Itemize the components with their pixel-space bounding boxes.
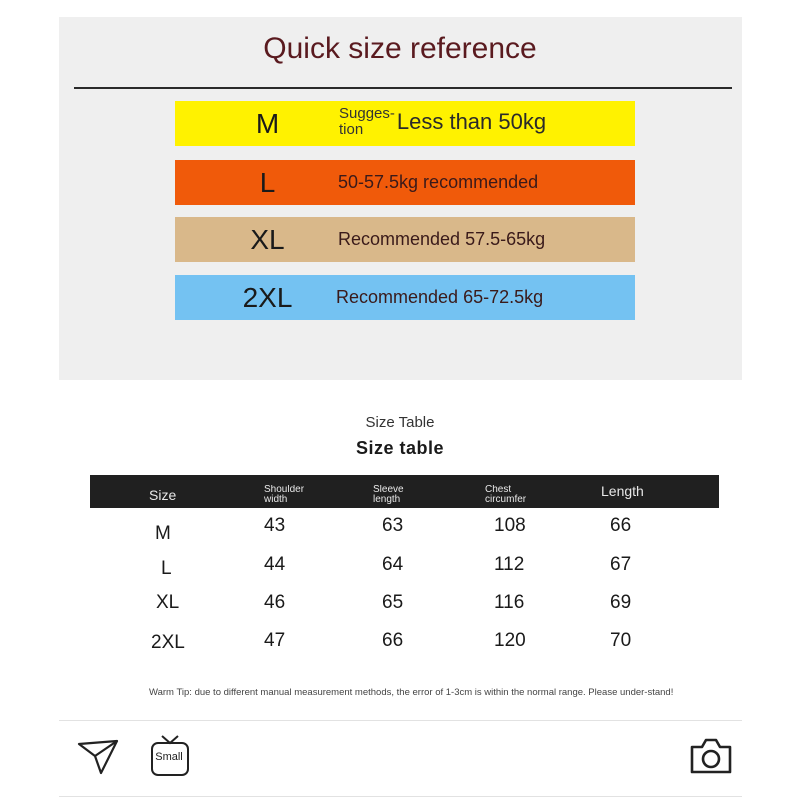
tv-label: Small: [155, 751, 183, 763]
header-size: Size: [149, 487, 177, 503]
cell-shoulder: 43: [264, 515, 286, 536]
band-m: [175, 101, 635, 146]
size-table-caption: Size Table: [365, 414, 435, 431]
band-text-wrap: [339, 101, 546, 146]
cell-sleeve: 63: [382, 515, 404, 536]
warm-tip: Warm Tip: due to different manual measurement methods, the error of 1-3cm is within the normal range. Please under-stand!: [149, 687, 674, 698]
quick-reference-title: Quick size reference: [263, 32, 537, 65]
cell-size: L: [161, 558, 172, 579]
band-size-label: L: [259, 166, 276, 198]
band-weight-text: Recommended 57.5-65kg: [338, 229, 546, 249]
size-table-header: [90, 475, 719, 508]
band-l: [175, 160, 635, 205]
cell-length: 70: [610, 630, 632, 651]
cell-sleeve: 66: [382, 630, 404, 651]
suggestion-prefix: Sugges- tion: [339, 104, 395, 138]
band-size-label: XL: [250, 223, 285, 255]
band-weight-text: Less than 50kg: [396, 109, 547, 134]
cell-length: 69: [610, 592, 632, 613]
cell-chest: 120: [494, 630, 526, 651]
header-length: Length: [601, 483, 644, 499]
cell-shoulder: 44: [264, 554, 286, 575]
share-icon[interactable]: [76, 736, 120, 776]
cell-chest: 116: [494, 592, 525, 613]
title-divider: [74, 87, 732, 89]
cell-sleeve: 64: [382, 554, 404, 575]
cell-size: 2XL: [151, 632, 185, 653]
size-table-title: Size table: [355, 438, 445, 458]
cell-sleeve: 65: [382, 592, 404, 613]
cell-size: XL: [156, 592, 180, 613]
header-shoulder: Shoulder width: [264, 485, 305, 505]
cell-shoulder: 46: [264, 592, 286, 613]
band-size-label: M: [255, 107, 280, 139]
cell-length: 66: [610, 515, 632, 536]
header-chest: Chest circumfer: [485, 485, 527, 505]
cell-chest: 112: [494, 554, 525, 575]
band-xl: [175, 217, 635, 262]
cell-shoulder: 47: [264, 630, 286, 651]
cell-length: 67: [610, 554, 632, 575]
band-size-label: 2XL: [242, 281, 293, 313]
camera-icon[interactable]: [688, 736, 734, 776]
cell-chest: 108: [494, 515, 526, 536]
header-sleeve: Sleeve length: [373, 485, 404, 505]
band-2xl: [175, 275, 635, 320]
cell-size: M: [155, 523, 171, 544]
band-weight-text: Recommended 65-72.5kg: [336, 287, 544, 307]
band-weight-text: 50-57.5kg recommended: [338, 172, 539, 192]
